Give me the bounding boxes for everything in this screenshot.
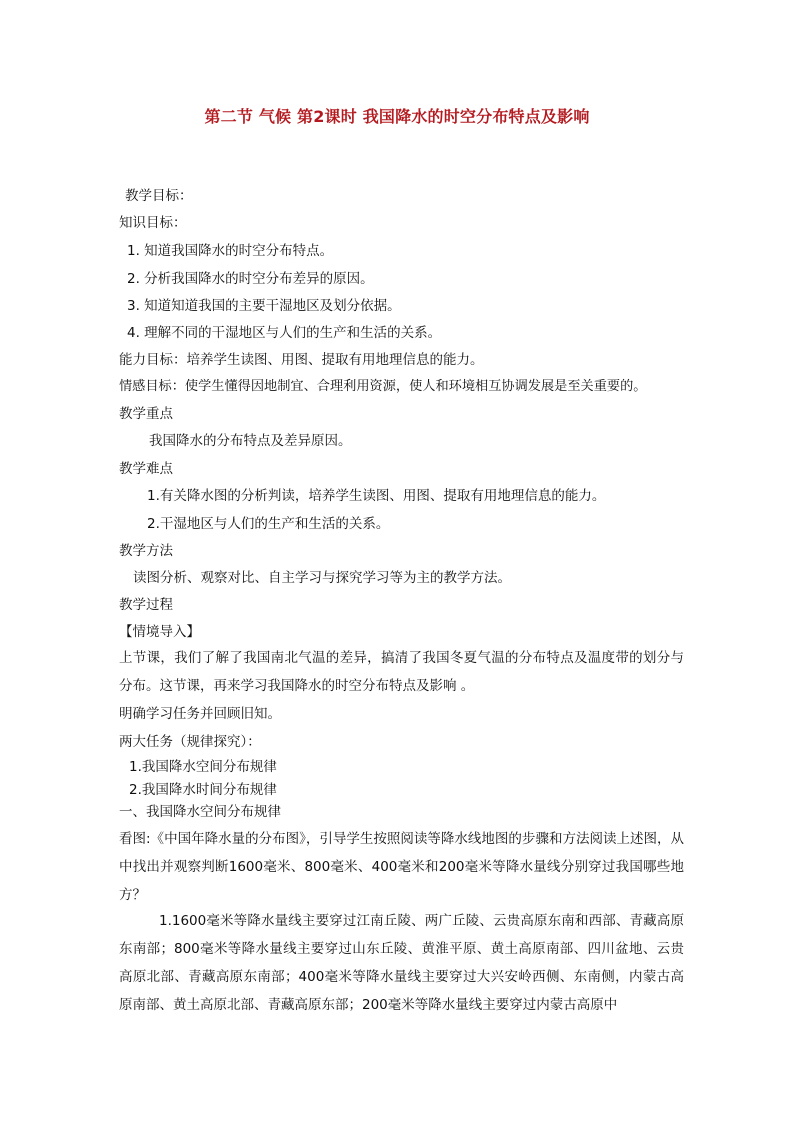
intro-paragraph: 上节课，我们了解了我国南北气温的差异，搞清了我国冬夏气温的分布特点及温度带的划分与分布。这节课，再来学习我国降水的时空分布特点及影响 。 [119, 650, 684, 694]
section-heading: 一、我国降水空间分布规律 [119, 804, 281, 820]
look-paragraph: 看图:《中国年降水量的分布图》，引导学生按照阅读等降水线地图的步骤和方法阅读上述图，从中找出并观察判断1600毫米、800毫米、400毫米和200毫米等降水量线分别穿过我国哪些地方？ [119, 831, 684, 903]
knowledge-item: 1. 知道我国降水的时空分布特点。 [127, 243, 334, 259]
difficulty-heading: 教学难点 [119, 461, 173, 477]
difficulty-item: 1.有关降水图的分析判读，培养学生读图、用图、提取有用地理信息的能力。 [147, 488, 606, 504]
method-text: 读图分析、观察对比、自主学习与探究学习等为主的教学方法。 [133, 570, 511, 586]
knowledge-item: 2. 分析我国降水的时空分布差异的原因。 [127, 271, 374, 287]
key-heading: 教学重点 [119, 406, 173, 422]
knowledge-heading: 知识目标： [119, 215, 187, 231]
review-text: 明确学习任务并回顾旧知。 [119, 706, 281, 722]
task-item: 1.我国降水空间分布规律 [129, 759, 277, 775]
knowledge-item: 3. 知道知道我国的主要干湿地区及划分依据。 [127, 298, 401, 314]
difficulty-item: 2.干湿地区与人们的生产和生活的关系。 [147, 516, 390, 532]
key-text: 我国降水的分布特点及差异原因。 [149, 433, 352, 449]
process-heading: 教学过程 [119, 597, 173, 613]
knowledge-item: 4. 理解不同的干湿地区与人们的生产和生活的关系。 [127, 325, 442, 341]
ability-objective: 能力目标：培养学生读图、用图、提取有用地理信息的能力。 [119, 352, 484, 368]
tasks-heading: 两大任务（规律探究）： [119, 734, 261, 750]
page-title: 第二节 气候 第2课时 我国降水的时空分布特点及影响 [204, 107, 590, 126]
objectives-heading: 教学目标： [125, 188, 193, 204]
method-heading: 教学方法 [119, 543, 173, 559]
task-item: 2.我国降水时间分布规律 [129, 782, 277, 798]
answer-paragraph: 1.1600毫米等降水量线主要穿过江南丘陵、两广丘陵、云贵高原东南和西部、青藏高原东南部；800毫米等降水量线主要穿过山东丘陵、黄淮平原、黄土高原南部、四川盆地、云贵高原北部、青藏高原东南部；400毫米等降水量线主要穿过大兴安岭西侧、东南侧，内蒙古高原南部、黄土高原北部、青藏高原东部；200毫米等降水量线主要穿过内蒙古高原中 [119, 913, 684, 1013]
intro-heading: 【情境导入】 [119, 624, 200, 640]
emotion-objective: 情感目标：使学生懂得因地制宜、合理利用资源，使人和环境相互协调发展是至关重要的。 [119, 379, 647, 394]
